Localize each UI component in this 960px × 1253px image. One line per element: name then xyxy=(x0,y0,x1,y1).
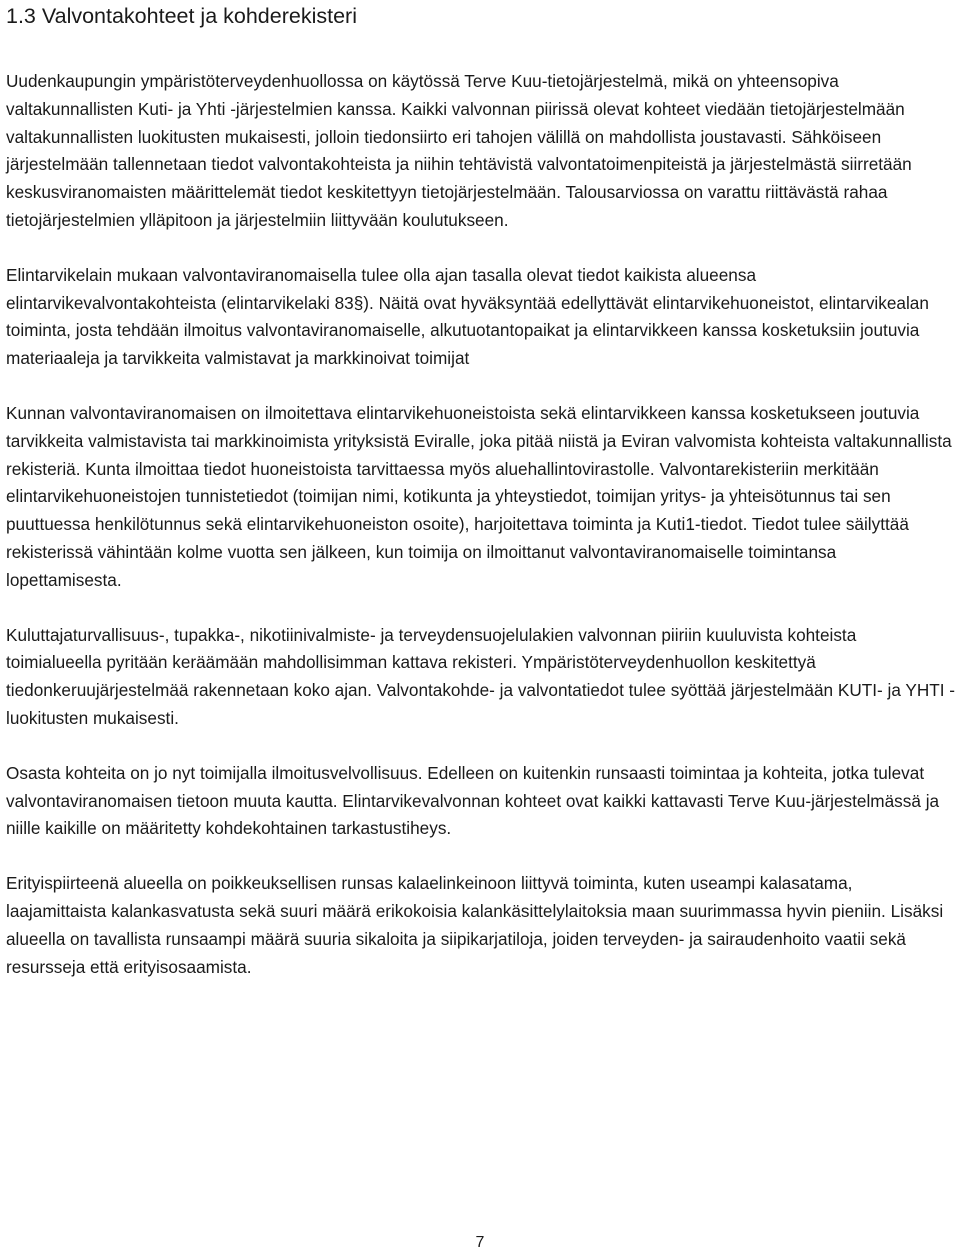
paragraph-kuluttajaturvallisuus: Kuluttajaturvallisuus-, tupakka-, nikotiinivalmiste- ja terveydensuojelulakien valvonnan piiriin kuuluvista kohteista toimialueella pyritään keräämään mahdollisimman kattava rekisteri. Ympäristöterveydenhuollon keskitettyä tiedonkeruujärjestelmää rakennetaan koko ajan. Valvontakohde- ja valvontatiedot tulee syöttää järjestelmään KUTI- ja YHTI -luokitusten mukaisesti. xyxy=(6,624,956,728)
paragraph-tietojarjestelma: Uudenkaupungin ympäristöterveydenhuollossa on käytössä Terve Kuu-tietojärjestelmä, mikä on yhteensopiva valtakunnallisten Kuti- ja Yhti -järjestelmien kanssa. Kaikki valvonnan piirissä olevat kohteet viedään tietojärjestelmään valtakunnallisten luokitusten mukaisesti, jolloin tiedonsiirto eri tahojen välillä on mahdollista joustavasti. Sähköiseen järjestelmään tallennetaan tiedot valvontakohteista ja niihin tehtävistä valvontatoimenpiteistä ja järjestelmästä siirretään keskusviranomaisten määrittelemät tiedot keskitettyyn tietojärjestelmään. Talousarviossa on varattu riittävästä rahaa tietojärjestelmien ylläpitoon ja järjestelmiin liittyvään koulutukseen. xyxy=(6,71,912,230)
paragraph-elintarvikelaki: Elintarvikelain mukaan valvontaviranomaisella tulee olla ajan tasalla olevat tiedot kaikista alueensa elintarvikevalvontakohteista (elintarvikelaki 83§). Näitä ovat hyväksyntää edellyttävät elintarvikehuoneistot, elintarvikealan toiminta, josta tehdään ilmoitus valvontaviranomaiselle, alkutuotantopaikat ja elintarvikkeen kanssa kosketuksiin joutuvia materiaaleja ja tarvikkeita valmistavat ja markkinoivat toimijat xyxy=(6,264,929,369)
page-number: 7 xyxy=(475,1234,485,1251)
paragraph-erityispiirteet: Erityispiirteenä alueella on poikkeuksellisen runsas kalaelinkeinoon liittyvä toiminta, kuten useampi kalasatama, laajamittaista kalankasvatusta sekä suuri määrä erikokoisia kalankäsittelylaitoksia maan suurimmassa hyvin pieniin. Lisäksi alueella on tavallista runsaampi määrä suuria sikaloita ja siipikarjatiloja, joiden terveyden- ja sairaudenhoito vaatii sekä resursseja että erityisosaamista. xyxy=(6,873,944,977)
paragraph-ilmoitusvelvollisuus-toimija: Osasta kohteita on jo nyt toimijalla ilmoitusvelvollisuus. Edelleen on kuitenkin runsaasti toimintaa ja kohteita, jotka tulevat valvontaviranomaisen tietoon muuta kautta. Elintarvikevalvonnan kohteet ovat kaikki kattavasti Terve Kuu-järjestelmässä ja niille kaikille on määritetty kohdekohtainen tarkastustiheys. xyxy=(6,762,940,839)
paragraph-ilmoitusvelvollisuus-evira: Kunnan valvontaviranomaisen on ilmoitettava elintarvikehuoneistoista sekä elintarvikkeen kanssa kosketukseen joutuvia tarvikkeita valmistavista tai markkinoimista yrityksistä Eviralle, joka pitää niistä ja Eviran valvomista kohteista valtakunnallista rekisteriä. Kunta ilmoittaa tiedot huoneistoista tarvittaessa myös aluehallintovirastolle. Valvontarekisteriin merkitään elintarvikehuoneistojen tunnistetiedot (toimijan nimi, kotikunta ja yhteystiedot, toimijan yritys- ja yhteisötunnus tai sen puuttuessa henkilötunnus sekä elintarvikehuoneiston osoite), harjoitettava toiminta ja Kuti1-tiedot. Tiedot tulee säilyttää rekisterissä vähintään kolme vuotta sen jälkeen, kun toimija on ilmoittanut valvontaviranomaiselle toimintansa lopettamisesta. xyxy=(6,402,952,590)
document-page xyxy=(6,0,956,981)
section-heading: 1.3 Valvontakohteet ja kohderekisteri xyxy=(6,4,357,28)
